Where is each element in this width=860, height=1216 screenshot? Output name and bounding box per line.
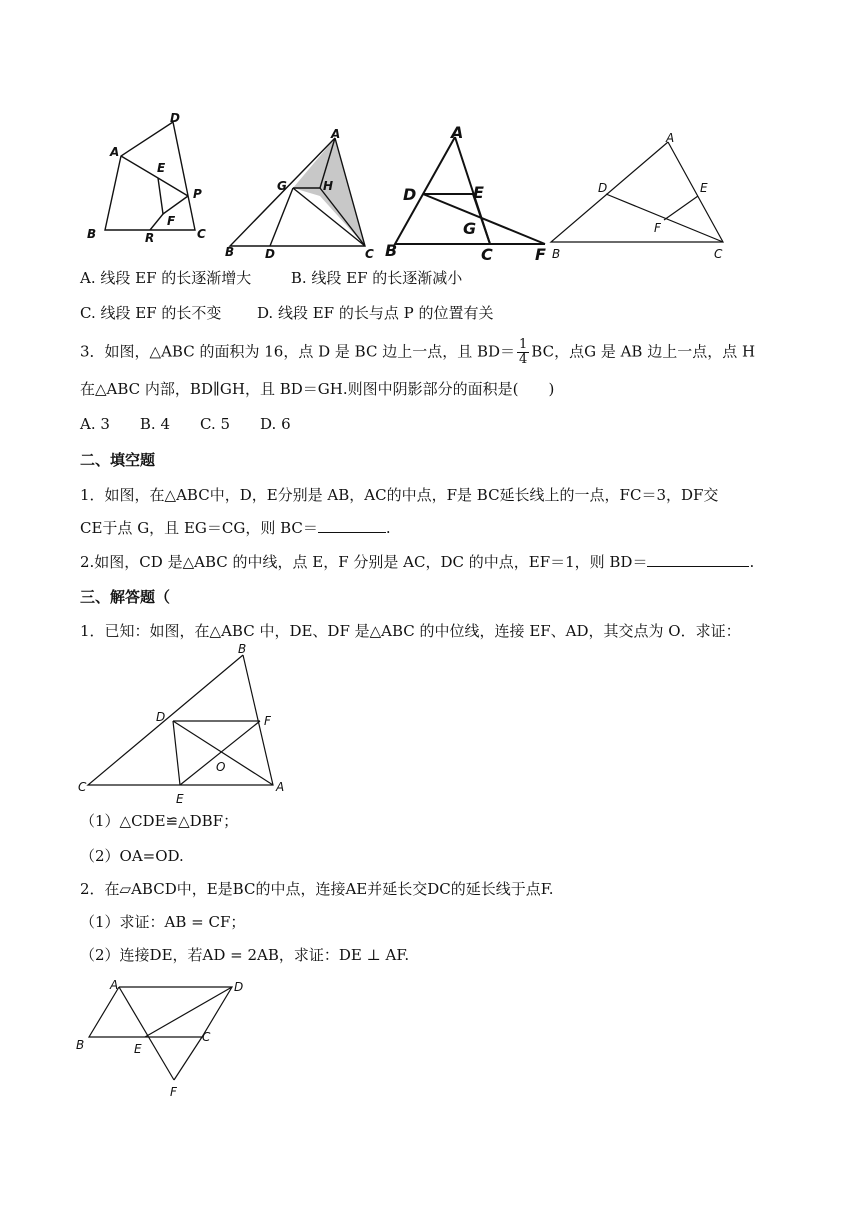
figure-quadrilateral-abcd [85, 111, 215, 245]
section2-title: 二、填空题 [80, 451, 156, 469]
fig6-label-a: A [110, 978, 119, 992]
fig3-label-a: A [451, 123, 464, 142]
q2-option-c: C. 线段 EF 的长不变 [80, 304, 222, 322]
fig2-label-h: H [323, 179, 334, 193]
q2-option-b: B. 线段 EF 的长逐渐减小 [290, 269, 463, 287]
figure-triangle-shaded [225, 127, 385, 261]
q3-line1-pre: 3．如图，△ABC 的面积为 16，点 D 是 BC 边上一点，且 BD＝ [80, 342, 516, 361]
s2-q1-line2: CE于点 G，且 EG＝CG，则 BC＝ [80, 519, 318, 537]
fig4-label-c: C [714, 247, 723, 261]
s3-q1-part1: （1）△CDE≌△DBF； [80, 812, 239, 830]
fig1-label-a: A [110, 145, 120, 159]
fig5-label-b: B [238, 642, 247, 656]
fig4-label-f: F [654, 221, 661, 235]
s3-q1-line: 1．已知：如图，在△ABC 中，DE、DF 是△ABC 的中位线，连接 EF、AD，其交点为 O．求证： [80, 622, 741, 640]
fig1-label-p: P [193, 187, 202, 201]
section3-title: 三、解答题（ [80, 588, 171, 606]
fig2-label-d: D [265, 247, 275, 261]
fig6-label-f: F [170, 1085, 177, 1099]
fig4-label-b: B [552, 247, 561, 261]
q3-line1-post: BC，点G 是 AB 边上一点，点 H [531, 342, 756, 361]
answer-blank-bc[interactable] [318, 518, 386, 533]
fig1-label-b: B [87, 227, 97, 241]
q3-options: A. 3 B. 4 C. 5 D. 6 [80, 415, 291, 433]
fig5-label-c: C [78, 780, 87, 794]
fig3-label-e: E [473, 183, 484, 202]
fig6-label-e: E [134, 1042, 142, 1056]
fig4-label-e: E [700, 181, 708, 195]
s2-q2-line: 2.如图，CD 是△ABC 的中线，点 E，F 分别是 AC，DC 的中点，EF＝1，则 BD＝ [80, 553, 648, 571]
fig5-label-o: O [216, 760, 226, 774]
figure-triangle-midlines [78, 642, 298, 806]
q2-option-d: D. 线段 EF 的长与点 P 的位置有关 [256, 304, 494, 322]
fig3-label-f: F [535, 245, 546, 264]
q2-option-a: A. 线段 EF 的长逐渐增大 [80, 269, 252, 287]
s3-q2-part2: （2）连接DE，若AD = 2AB，求证：DE ⊥ AF. [80, 946, 410, 964]
figure-triangle-extension [385, 122, 555, 262]
fig6-label-c: C [202, 1030, 211, 1044]
fig5-label-d: D [156, 710, 166, 724]
answer-blank-bd[interactable] [647, 552, 749, 567]
fig1-label-f: F [167, 214, 176, 228]
fig5-label-f: F [264, 714, 271, 728]
fig5-label-a: A [276, 780, 285, 794]
q3-line2: 在△ABC 内部，BD∥GH，且 BD＝GH.则图中阴影部分的面积是( ) [80, 380, 555, 398]
fig5-label-e: E [176, 792, 184, 806]
fig2-label-a: A [331, 127, 341, 141]
fig6-label-b: B [76, 1038, 85, 1052]
fig2-label-b: B [225, 245, 235, 259]
fig6-label-d: D [234, 980, 244, 994]
figure-triangle-median [548, 130, 738, 260]
figure-parallelogram-abcd [74, 975, 274, 1100]
fig2-label-g: G [277, 179, 287, 193]
s3-q2-part1: （1）求证：AB = CF； [80, 913, 246, 931]
fig4-label-d: D [598, 181, 608, 195]
fig3-label-d: D [403, 185, 417, 204]
fig3-label-g: G [463, 219, 477, 238]
fig3-label-b: B [385, 241, 398, 260]
fig1-label-e: E [157, 161, 166, 175]
fig1-label-c: C [197, 227, 206, 241]
fig2-label-c: C [365, 247, 374, 261]
fig1-label-r: R [145, 231, 155, 245]
s3-q2-line: 2．在▱ABCD中，E是BC的中点，连接AE并延长交DC的延长线于点F. [80, 880, 554, 898]
fraction-one-quarter: $\frac{1}{4}$ [519, 337, 528, 367]
fig1-label-d: D [170, 111, 180, 125]
fig3-label-c: C [481, 245, 493, 264]
s3-q1-part2: （2）OA=OD. [80, 847, 184, 865]
fig4-label-a: A [666, 131, 675, 145]
s2-q1-line1: 1．如图，在△ABC中，D，E分别是 AB，AC的中点，F是 BC延长线上的一点，FC＝3，DF交 [80, 486, 719, 504]
